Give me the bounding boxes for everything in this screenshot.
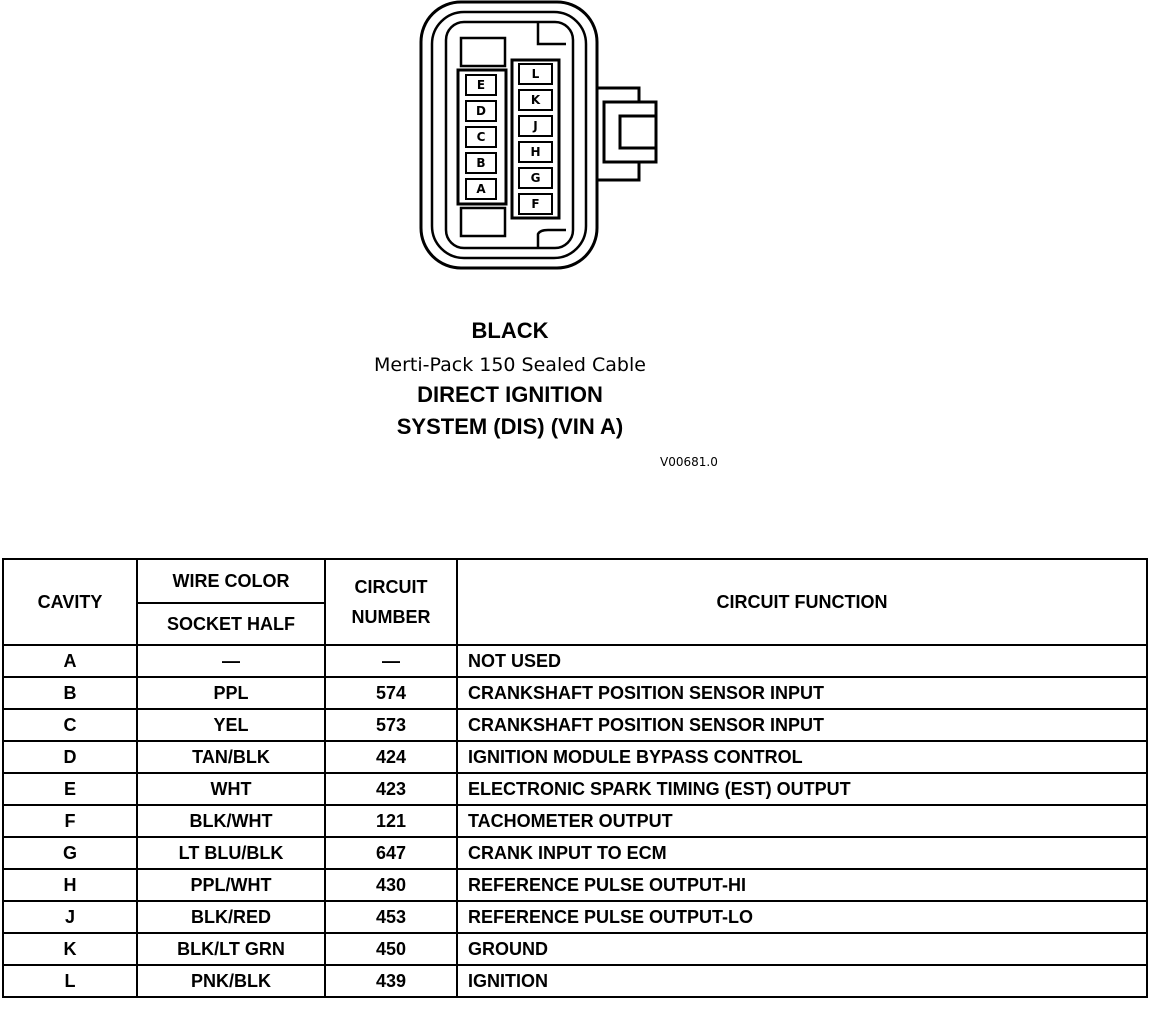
wire-color-cell: LT BLU/BLK [137, 837, 325, 869]
circuit-function-cell: IGNITION [457, 965, 1147, 997]
circuit-function-cell: NOT USED [457, 645, 1147, 677]
cavity-cell: H [3, 869, 137, 901]
left-pin-group [466, 75, 496, 199]
right-pin-group [519, 64, 552, 214]
reference-code: V00681.0 [660, 455, 718, 469]
circuit-function-cell: CRANKSHAFT POSITION SENSOR INPUT [457, 677, 1147, 709]
pin-label: D [476, 104, 486, 118]
wire-color-cell: YEL [137, 709, 325, 741]
circuit-function-cell: ELECTRONIC SPARK TIMING (EST) OUTPUT [457, 773, 1147, 805]
table-row [3, 805, 1147, 837]
circuit-function-cell: REFERENCE PULSE OUTPUT-LO [457, 901, 1147, 933]
cavity-cell: G [3, 837, 137, 869]
header-circuit-number [325, 559, 457, 645]
circuit-number-cell: 439 [325, 965, 457, 997]
circuit-number-cell: 430 [325, 869, 457, 901]
connector-color: BLACK [471, 318, 549, 343]
pin-label: J [533, 119, 538, 133]
wire-color-cell: BLK/LT GRN [137, 933, 325, 965]
wire-color-cell: TAN/BLK [137, 741, 325, 773]
wire-color-cell: BLK/RED [137, 901, 325, 933]
wire-color-cell: BLK/WHT [137, 805, 325, 837]
circuit-function-cell: REFERENCE PULSE OUTPUT-HI [457, 869, 1147, 901]
connector-diagram [0, 0, 1152, 280]
table-row [3, 645, 1147, 677]
header-socket-half: SOCKET HALF [137, 603, 325, 645]
pin-label: G [530, 171, 541, 185]
table-row [3, 837, 1147, 869]
connector-outer-shell [421, 2, 597, 268]
cavity-cell: D [3, 741, 137, 773]
pin-label: H [530, 145, 541, 159]
pin-label: L [531, 67, 540, 81]
table-row [3, 773, 1147, 805]
table-body [3, 645, 1147, 997]
cavity-cell: A [3, 645, 137, 677]
wire-color-cell: PPL [137, 677, 325, 709]
circuit-number-cell: 423 [325, 773, 457, 805]
top-notch [538, 22, 566, 44]
circuit-function-cell: IGNITION MODULE BYPASS CONTROL [457, 741, 1147, 773]
cavity-cell: K [3, 933, 137, 965]
table-row [3, 933, 1147, 965]
pin-label: E [476, 78, 486, 92]
connector-inner-shell [432, 12, 586, 258]
pin-label: F [531, 197, 540, 211]
circuit-function-cell: CRANKSHAFT POSITION SENSOR INPUT [457, 709, 1147, 741]
circuit-number-cell: 453 [325, 901, 457, 933]
cavity-cell: B [3, 677, 137, 709]
table-row [3, 965, 1147, 997]
cavity-cell: F [3, 805, 137, 837]
system-name-line-2: SYSTEM (DIS) (VIN A) [396, 414, 624, 439]
wire-color-cell: — [137, 645, 325, 677]
wire-color-cell: WHT [137, 773, 325, 805]
circuit-function-cell: GROUND [457, 933, 1147, 965]
header-cavity: CAVITY [3, 559, 137, 645]
circuit-number-cell: 121 [325, 805, 457, 837]
pin-label: B [476, 156, 486, 170]
header-wire-color: WIRE COLOR [137, 559, 325, 603]
blank-cavity-bottom [461, 208, 505, 236]
wire-color-cell: PPL/WHT [137, 869, 325, 901]
connector-type: Merti-Pack 150 Sealed Cable [374, 354, 646, 376]
lock-tab-latch [620, 116, 656, 148]
table-row [3, 677, 1147, 709]
blank-cavity-top [461, 38, 505, 66]
bottom-notch [538, 230, 566, 248]
cavity-cell: C [3, 709, 137, 741]
pin-label: A [476, 182, 486, 196]
circuit-function-cell: CRANK INPUT TO ECM [457, 837, 1147, 869]
table-row [3, 869, 1147, 901]
table-row [3, 709, 1147, 741]
pin-label: C [476, 130, 486, 144]
system-name-line-1: DIRECT IGNITION [417, 382, 603, 407]
cavity-cell: L [3, 965, 137, 997]
pin-label: K [530, 93, 541, 107]
cavity-cell: E [3, 773, 137, 805]
header-circuit-function: CIRCUIT FUNCTION [457, 559, 1147, 645]
wire-color-cell: PNK/BLK [137, 965, 325, 997]
circuit-number-cell: 573 [325, 709, 457, 741]
table-row [3, 901, 1147, 933]
circuit-number-cell: — [325, 645, 457, 677]
header-circuit-number-text: CIRCUIT NUMBER [351, 577, 431, 627]
circuit-number-cell: 424 [325, 741, 457, 773]
pinout-table [2, 558, 1148, 998]
circuit-number-cell: 450 [325, 933, 457, 965]
circuit-number-cell: 647 [325, 837, 457, 869]
cavity-cell: J [3, 901, 137, 933]
table-row [3, 741, 1147, 773]
circuit-function-cell: TACHOMETER OUTPUT [457, 805, 1147, 837]
circuit-number-cell: 574 [325, 677, 457, 709]
